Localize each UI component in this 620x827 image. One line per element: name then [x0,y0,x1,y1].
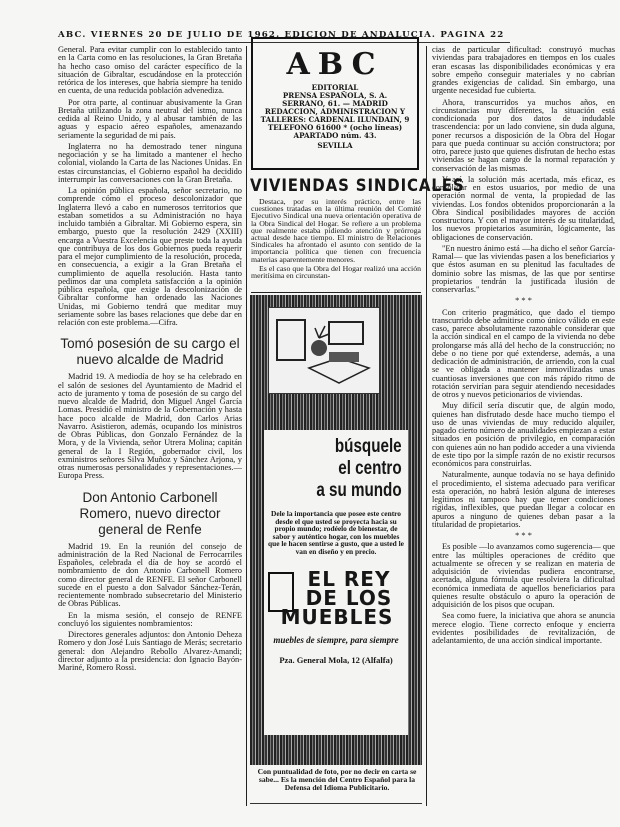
paragraph: Destaca, por su interés práctico, entre las cuestiones tratadas en la última reunión del Comité Ejecutivo Sindical una nueva orientación operativa de la Obra Sindical del Hogar. Se refiere a un problema que realmente estaba pidiendo atención y prórroga actual desde hace tiempo. El ministro de Relaciones Sindicales ha afrontado el asunto con sentido de la importancia política que tienen con frecuencia materias aparentemente menores. [251,197,421,264]
living-room-illustration [268,307,380,394]
paragraph: Madrid 19. A mediodía de hoy se ha celebrado en el salón de sesiones del Ayuntamiento de Madrid el acto de juramento y toma de posesión de su cargo del nuevo alcalde de Madrid, don Miguel Angel García Lomas. Presidió el ministro de la Gobernación y hasta hace poco alcalde de Madrid, don Carlos Arias Navarro. Asistieron, además, ocupando los ministros de Obras Públicas, don Gonzalo Fernández de la Mora, y de la Vivienda, señor Utrera Molina; capitán general de la I Región, gobernador civil, los exministros señores Silva Muñoz y Sánchez Arjona, y otras numerosas personalidades y representaciones.—Europa Press. [58,372,242,481]
ad-body-text: Dele la importancia que posee este centro desde el que usted se proyecta hacia su propio mundo; rodéelo de bienestar, de sabor y auténtico hogar, con los muebles que le hacen sentirse a gusto, que a usted le van en diseño y en precio. [268,509,404,556]
paragraph: Inglaterra no ha demostrado tener ninguna negociación y se ha limitado a mantener el hecho colonial, violando la Carta de las Naciones Unidas. En estas circunstancias, el Gobierno español ha decidido interrumpir las conversaciones con la Gran Bretaña. [58,141,242,184]
abc-line: SEVILLA [317,141,353,150]
abc-line: TELEFONO 61600 * (ocho líneas) [267,123,403,132]
abc-publisher-box [251,37,419,170]
paragraph: "En nuestro ánimo está —ha dicho el señor García-Ramal— que las viviendas pasen a los beneficiarios y que éstos asuman en su plenitud las facultades de dominio sobre las mismas, de las que por sentirse propietarios tendrán la justificada ilusión de conservarlas." [432,243,615,294]
headline-director-renfe: Don Antonio Carbonell Romero, nuevo director general de Renfe [79,489,221,537]
paragraph: Es el caso que la Obra del Hogar realizó una acción meritísima en circunstan- [251,263,421,281]
paragraph: En la misma sesión, el consejo de RENFE concluyó los siguientes nombramientos: [58,610,242,628]
paragraph: Naturalmente, aunque todavía no se haya definido el procedimiento, el sistema adecuado para verificar esta operación, no habrá lesión alguna de intereses legítimos ni tampoco hay que temer condiciones rígidas, inflexibles, que puedan llegar a colocar en apuros a ninguno de quienes deban pasar a la titularidad de propietarios. [432,470,615,529]
paragraph: Es posible —lo avanzamos como sugerencia— que entre las múltiples operaciones de crédito que actualmente se ofrecen y se realizan en materia de adquisición de viviendas pudiera encontrarse, acertada, alguna fórmula que resolviera la dificultad económica inmediata de aquellos beneficiarios para quienes resulte obstáculo o apuro la operación de adquisición de los pisos que ocupan. [432,542,615,609]
page-masthead: ABC. VIERNES 20 DE JULIO DE 1962. EDICION DE ANDALUCIA. PAGINA 22 [58,30,505,40]
slogan-line: búsquele [335,436,402,457]
paragraph: Por otra parte, al continuar abusivamente la Gran Bretaña utilizando la zona neutral del istmo, nunca cedida al Reino Unido, y al abusar también de las aguas y espacio aéreo españoles, amenazando seriamente la seguridad de mi país. [58,97,242,140]
ad-caption: Con puntualidad de foto, por no decir en carta se sabe... Es la mención del Centro Español para la Defensa del Idioma Publicitario. [257,767,417,792]
paragraph: Ahora, transcurridos ya muchos años, en circunstancias muy diferentes, la situación está condicionada por dos datos de indudable trascendencia: por un lado conviene, sin duda alguna, poner recursos a disposición de la Obra del Hogar para que pueda continuar su acción constructora; por otro, parece justo que quienes disfrutan de hecho estas viviendas se hagan cargo de la normal reparación y conservación de las mismas. [432,97,615,173]
slogan-line: a su mundo [316,480,402,501]
slogan-line: el centro [338,458,402,479]
paragraph: Madrid 19. En la reunión del consejo de administración de la Red Nacional de Ferrocarriles Españoles, celebrada el día de hoy se acordó el nombramiento de don Antonio Carbonell Romero como director general de RENFE. El señor Carbonell sucede en el puesto a don Salvador Sánchez-Terán, recientemente nombrado subsecretario del Ministerio de Obras Públicas. [58,541,242,609]
separator: * * * [515,531,532,540]
headline-alcalde-madrid: Tomó posesión de su cargo el nuevo alcalde de Madrid [60,336,240,368]
brand-line: DE LOS [305,586,393,610]
paragraph: cias de particular dificultad: construyó muchas viviendas para trabajadores en tiempos en los cuales eran escasas las disponibilidades económicas y era sobre empeño conseguir materiales y no cabrían grandes exigencias de calidad. Sin embargo, una urgente necesidad fue cubierta. [432,45,615,96]
editorial-continuation [432,46,615,648]
ad-tagline: muebles de siempre, para siempre [273,635,399,645]
brand-line: MUEBLES [280,605,394,629]
ad-address: Pza. General Mola, 12 (Alfalfa) [279,655,393,665]
ad-slogan [317,436,402,502]
paragraph: General. Para evitar cumplir con lo establecido tanto en la Carta como en las resoluciones, la Gran Bretaña ha hecho caso omiso del carácter específico de la situación de Gibraltar, escudándose en la protección retórica de los intereses, que habría siempre ha tenido en cuenta, de una reducida población advenediza. [58,46,242,96]
paragraph: Y así, la solución más acertada, más eficaz, es consolidar en estos usuarios, por medio de una operación normal de venta, la propiedad de las viviendas. Los fondos obtenidos proporcionarán a la Obra Sindical posibilidades mayores de acción constructora. Y con el mayor interés de su titularidad, los nuevos propietarios asumirán, lógicamente, las obligaciones de conservación. [432,174,615,242]
editorial-body [251,198,421,281]
paragraph: Sea como fuere, la iniciativa que ahora se anuncia merece elogio. Tiene correcto enfoque y encierra evidentes posibilidades de revitalización, de adelantamiento, de una acción sindical importante. [432,611,615,645]
ad-text-panel [264,430,408,735]
furniture-advertisement [250,295,422,765]
left-column-continuation [58,46,242,330]
paragraph: Directores generales adjuntos: don Antonio Deheza Romero y don José Luis Santiago de Merás; secretario general: don Alejandro Rebollo Alvarez-Amandi; director adjunto a la presidencia: don Ignacio Bayón-Mariné, Romero Rossi. [58,630,242,672]
paragraph: Muy difícil sería discutir que, de algún modo, quienes han disfrutado desde hace mucho tiempo el uso de unas viviendas de muy reducido alquiler, pagado cierto número de anualidades empiezan a estar situados en posición de privilegio, en comparación con quienes aún no han podido acceder a una vivienda de este tipo por la simple razón de no existir recursos económicos para construirlas. [432,401,615,468]
editorial-title: VIVIENDAS SINDICALES [250,176,465,196]
column-rule [246,46,247,806]
abc-line: SERRANO, 61. — MADRID [282,99,388,108]
article-alcalde-madrid [58,373,242,483]
article-director-renfe [58,543,242,676]
left-column [58,46,242,806]
abc-logo: ABC [286,47,384,82]
abc-line: PRENSA ESPAÑOLA, S. A. [282,91,388,100]
separator: * * * [515,296,532,306]
abc-line: REDACCION, ADMINISTRACION Y TALLERES: CARDENAL ILUNDAIN, 9 [260,107,410,124]
caption-rule [250,803,422,804]
section-rule [251,292,421,293]
abc-line: EDITORIAL [311,83,359,92]
ad-brand-logo [268,567,406,629]
column-rule [426,46,427,806]
abc-line: APARTADO núm. 43. [293,131,377,140]
paragraph: Con criterio pragmático, que dado el tiempo transcurrido debe admitirse como único válido en este caso, parece absolutamente razonable considerar que la acción sindical en el campo de la vivienda no debe prolongarse más allá del hecho de la construcción; no debe o no tiene por qué extenderse, además, a una dedicación de administración, de arriendo, con la cual se ve obligada a mantener inmovilizadas unas cuantiosas inversiones que con más rápido ritmo de rotación servirían para seguir atendiendo necesidades de otros y nuevos peticionarios de viviendas. [432,307,615,399]
brand-line: EL REY [307,567,391,591]
paragraph: La opinión pública española, señor secretario, no comprende cómo el proceso descolonizador que Inglaterra llevó a cabo en numerosos territorios que estaban sometidos a su Administración no haya incluido también a Gibraltar. Mi Gobierno espera, sin embargo, puesto que la resolución 2429 (XXIII) encarga a Vuestra Excelencia que preste toda la ayuda que contribuya de los dos Gobiernos pueda requerir para el mejor cumplimiento de la resolución, proceda, en consecuencia, a exigir a la Gran Bretaña el cumplimiento de aquella resolución. Hasta tanto pedimos dar una completa satisfacción a la opinión pública española, que exige la descolonización de Gibraltar conforme han ordenado las Naciones Unidas, mi Gobierno tendrá que meditar muy seriamente sobre las bases relaciones que debe dar en relación con este problema.—Cifra. [58,186,242,327]
